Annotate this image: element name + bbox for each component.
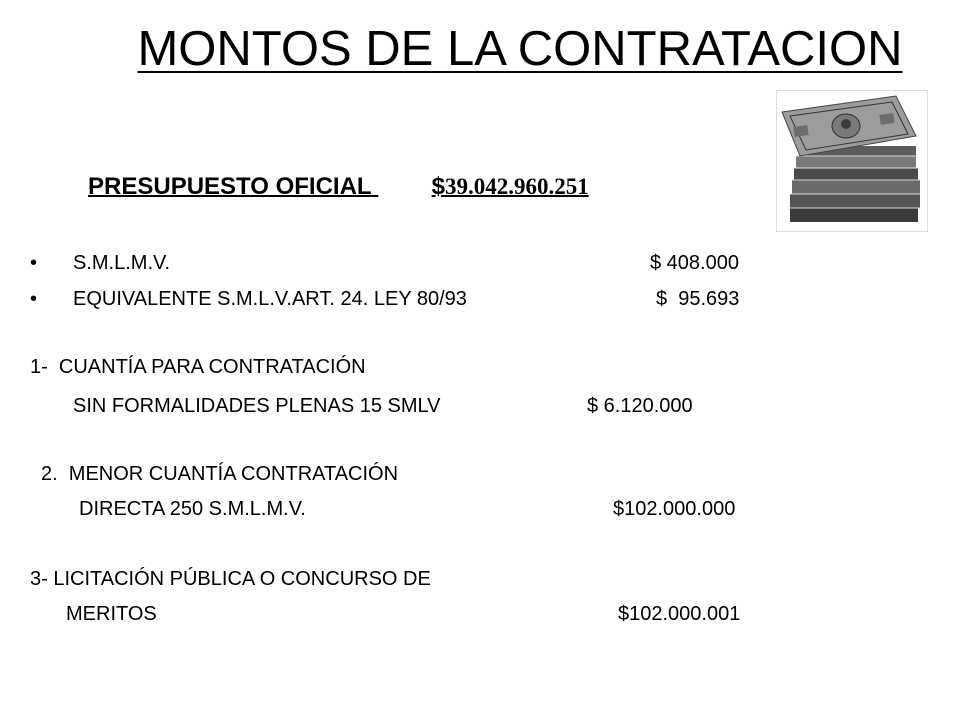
- item-2-line-2: DIRECTA 250 S.M.L.M.V.: [79, 498, 306, 520]
- slide-title-text: MONTOS DE LA CONTRATACION: [137, 22, 903, 76]
- smlmv-value: $ 408.000: [650, 252, 739, 274]
- slide-title: [97, 14, 943, 84]
- budget-value: 39.042.960.251: [444, 174, 589, 199]
- item-2-line-1: 2. MENOR CUANTÍA CONTRATACIÓN: [41, 463, 399, 485]
- equivalente-label: EQUIVALENTE S.M.L.V.ART. 24. LEY 80/93: [73, 288, 467, 310]
- budget-dollar-sign: $: [431, 173, 445, 200]
- item-3-line-1: 3- LICITACIÓN PÚBLICA O CONCURSO DE: [30, 568, 431, 590]
- bullet-dot: •: [30, 288, 38, 310]
- item-3-value: $102.000.001: [618, 603, 741, 625]
- equivalente-value: $ 95.693: [656, 288, 740, 310]
- item-2-value: $102.000.000: [613, 498, 736, 520]
- bullet-dot: •: [30, 252, 38, 274]
- item-3-line-2: MERITOS: [66, 603, 157, 625]
- budget-label: PRESUPUESTO OFICIAL: [88, 173, 372, 200]
- smlmv-label: S.M.L.M.V.: [73, 252, 171, 274]
- item-1-value: $ 6.120.000: [587, 395, 693, 417]
- budget-line: [88, 170, 589, 204]
- budget-underline-gap: [372, 170, 432, 204]
- item-1-line-1: 1- CUANTÍA PARA CONTRATACIÓN: [30, 356, 366, 378]
- money-stack-icon: [776, 90, 928, 232]
- item-1-line-2: SIN FORMALIDADES PLENAS 15 SMLV: [73, 395, 441, 417]
